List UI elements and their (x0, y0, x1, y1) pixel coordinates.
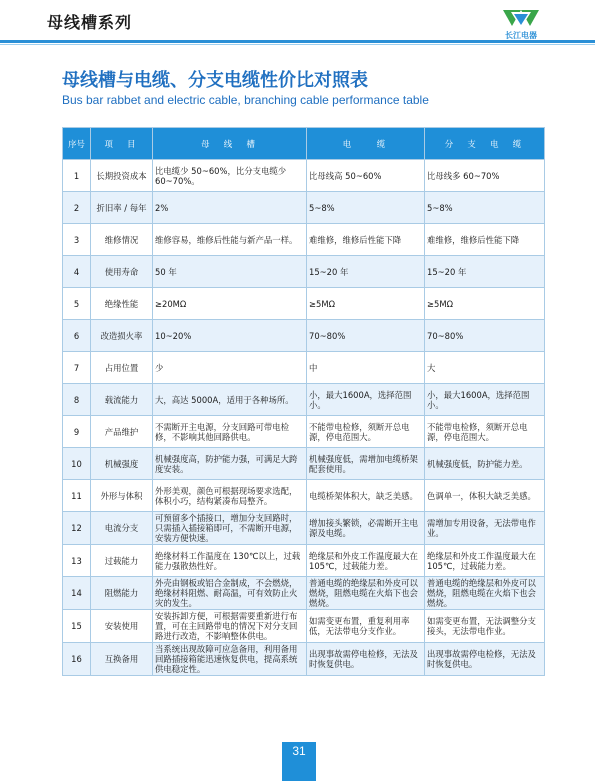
row-busbar: 当系统出现故障可应急备用，利用备用回路插接箱能迅速恢复供电，提高系统供电稳定性。 (153, 643, 307, 676)
row-branch-cable: 机械强度低，防护能力差。 (425, 448, 545, 480)
row-cable: 如需变更布置，重复利用率低，无法带电分支作业。 (307, 610, 425, 643)
table-row (63, 512, 545, 545)
header-rule (0, 40, 595, 43)
row-busbar: 少 (153, 352, 307, 384)
row-branch-cable: ≥5MΩ (425, 288, 545, 320)
row-number: 13 (63, 545, 91, 577)
row-item: 占用位置 (91, 352, 153, 384)
table-row (63, 610, 545, 643)
table-row (63, 480, 545, 512)
row-cable: 不能带电检修，须断开总电源，停电范围大。 (307, 416, 425, 448)
row-busbar: 2% (153, 192, 307, 224)
row-item: 维修情况 (91, 224, 153, 256)
row-item: 长期投资成本 (91, 160, 153, 192)
row-item: 使用寿命 (91, 256, 153, 288)
table-row (63, 288, 545, 320)
row-branch-cable: 15~20 年 (425, 256, 545, 288)
table-row (63, 224, 545, 256)
row-number: 15 (63, 610, 91, 643)
row-busbar: 外形美观，颜色可根据现场要求选配，体积小巧，结构紧凑布局整齐。 (153, 480, 307, 512)
table-row (63, 320, 545, 352)
row-busbar: 机械强度高，防护能力强，可满足大跨度安装。 (153, 448, 307, 480)
row-busbar: 安装拆卸方便，可根据需要重新进行布置，可在主回路带电的情况下对分支回路进行改造，不影响整体供电。 (153, 610, 307, 643)
row-busbar: 外壳由钢板或铝合金制成，不会燃烧，绝缘材料阻燃、耐高温，可有效防止火灾的发生。 (153, 577, 307, 610)
row-number: 6 (63, 320, 91, 352)
page-title: 母线槽与电缆、分支电缆性价比对照表 (62, 70, 368, 91)
row-busbar: 50 年 (153, 256, 307, 288)
row-item: 改造损火率 (91, 320, 153, 352)
row-cable: 70~80% (307, 320, 425, 352)
row-branch-cable: 5~8% (425, 192, 545, 224)
row-cable: 增加接头繁锁，必需断开主电源及电缆。 (307, 512, 425, 545)
row-branch-cable: 如需变更布置，无法调整分支接头，无法带电作业。 (425, 610, 545, 643)
row-branch-cable: 大 (425, 352, 545, 384)
row-cable: 难维修，维修后性能下降 (307, 224, 425, 256)
row-item: 机械强度 (91, 448, 153, 480)
row-number: 9 (63, 416, 91, 448)
row-cable: 小，最大1600A，选择范围小。 (307, 384, 425, 416)
row-number: 11 (63, 480, 91, 512)
row-number: 7 (63, 352, 91, 384)
table-row (63, 545, 545, 577)
header-rule-thin (0, 44, 595, 45)
row-branch-cable: 小，最大1600A，选择范围小。 (425, 384, 545, 416)
header-cable: 电 缆 (307, 128, 425, 160)
row-busbar: 大，高达 5000A，适用于各种场所。 (153, 384, 307, 416)
row-number: 8 (63, 384, 91, 416)
row-branch-cable: 绝缘层和外皮工作温度最大在 105℃，过载能力差。 (425, 545, 545, 577)
row-cable: 普通电缆的绝缘层和外皮可以燃烧，阻燃电缆在火焰下也会燃烧。 (307, 577, 425, 610)
row-number: 16 (63, 643, 91, 676)
header-branch-cable: 分 支 电 缆 (425, 128, 545, 160)
row-number: 1 (63, 160, 91, 192)
row-busbar: 10~20% (153, 320, 307, 352)
row-branch-cable: 比母线多 60~70% (425, 160, 545, 192)
row-cable: 5~8% (307, 192, 425, 224)
row-cable: 中 (307, 352, 425, 384)
row-number: 4 (63, 256, 91, 288)
row-cable: ≥5MΩ (307, 288, 425, 320)
row-branch-cable: 难维修，维修后性能下降 (425, 224, 545, 256)
page-subtitle: Bus bar rabbet and electric cable, branching cable performance table (62, 93, 429, 107)
row-branch-cable: 不能带电检修，须断开总电源，停电范围大。 (425, 416, 545, 448)
row-number: 12 (63, 512, 91, 545)
row-cable: 机械强度低，需增加电缆桥架配套使用。 (307, 448, 425, 480)
row-branch-cable: 出现事故需停电检修，无法及时恢复供电。 (425, 643, 545, 676)
row-item: 安装使用 (91, 610, 153, 643)
row-cable: 15~20 年 (307, 256, 425, 288)
row-branch-cable: 普通电缆的绝缘层和外皮可以燃烧，阻燃电缆在火焰下也会燃烧。 (425, 577, 545, 610)
row-item: 互换备用 (91, 643, 153, 676)
table-row (63, 577, 545, 610)
row-item: 电流分支 (91, 512, 153, 545)
row-item: 阻燃能力 (91, 577, 153, 610)
row-number: 3 (63, 224, 91, 256)
logo-text: 长江电器 (505, 31, 537, 40)
table-row (63, 416, 545, 448)
row-cable: 比母线高 50~60% (307, 160, 425, 192)
row-item: 过载能力 (91, 545, 153, 577)
table-header-row (63, 128, 545, 160)
row-busbar: 绝缘材料工作温度在 130℃以上，过载能力强散热性好。 (153, 545, 307, 577)
row-cable: 绝缘层和外皮工作温度最大在 105℃，过载能力差。 (307, 545, 425, 577)
table-row (63, 384, 545, 416)
page-number: 31 (282, 742, 316, 781)
row-item: 外形与体积 (91, 480, 153, 512)
table-row (63, 643, 545, 676)
row-number: 14 (63, 577, 91, 610)
row-item: 载流能力 (91, 384, 153, 416)
row-busbar: 不需断开主电源，分支回路可带电检修，不影响其他回路供电。 (153, 416, 307, 448)
header-no: 序号 (63, 128, 91, 160)
page-header (0, 0, 595, 40)
row-busbar: 比电缆少 50~60%，比分支电缆少 60~70%。 (153, 160, 307, 192)
table-row (63, 192, 545, 224)
row-item: 绝缘性能 (91, 288, 153, 320)
comparison-table (62, 127, 545, 676)
row-number: 5 (63, 288, 91, 320)
row-branch-cable: 需增加专用设备，无法带电作业。 (425, 512, 545, 545)
table-row (63, 448, 545, 480)
row-cable: 出现事故需停电检修，无法及时恢复供电。 (307, 643, 425, 676)
row-cable: 电缆桥架体积大，缺乏美感。 (307, 480, 425, 512)
row-item: 产品维护 (91, 416, 153, 448)
header-busbar: 母 线 槽 (153, 128, 307, 160)
row-busbar: ≥20MΩ (153, 288, 307, 320)
row-number: 2 (63, 192, 91, 224)
row-number: 10 (63, 448, 91, 480)
table-row (63, 256, 545, 288)
row-branch-cable: 70~80% (425, 320, 545, 352)
row-branch-cable: 色调单一，体积大缺乏美感。 (425, 480, 545, 512)
row-busbar: 可预留多个插接口，增加分支回路时，只需插入插接箱即可，不需断开电源，安装方便快速。 (153, 512, 307, 545)
table-row (63, 352, 545, 384)
series-title: 母线槽系列 (47, 13, 133, 32)
table-row (63, 160, 545, 192)
row-item: 折旧率 / 每年 (91, 192, 153, 224)
row-busbar: 维修容易，维修后性能与新产品一样。 (153, 224, 307, 256)
header-item: 项 目 (91, 128, 153, 160)
